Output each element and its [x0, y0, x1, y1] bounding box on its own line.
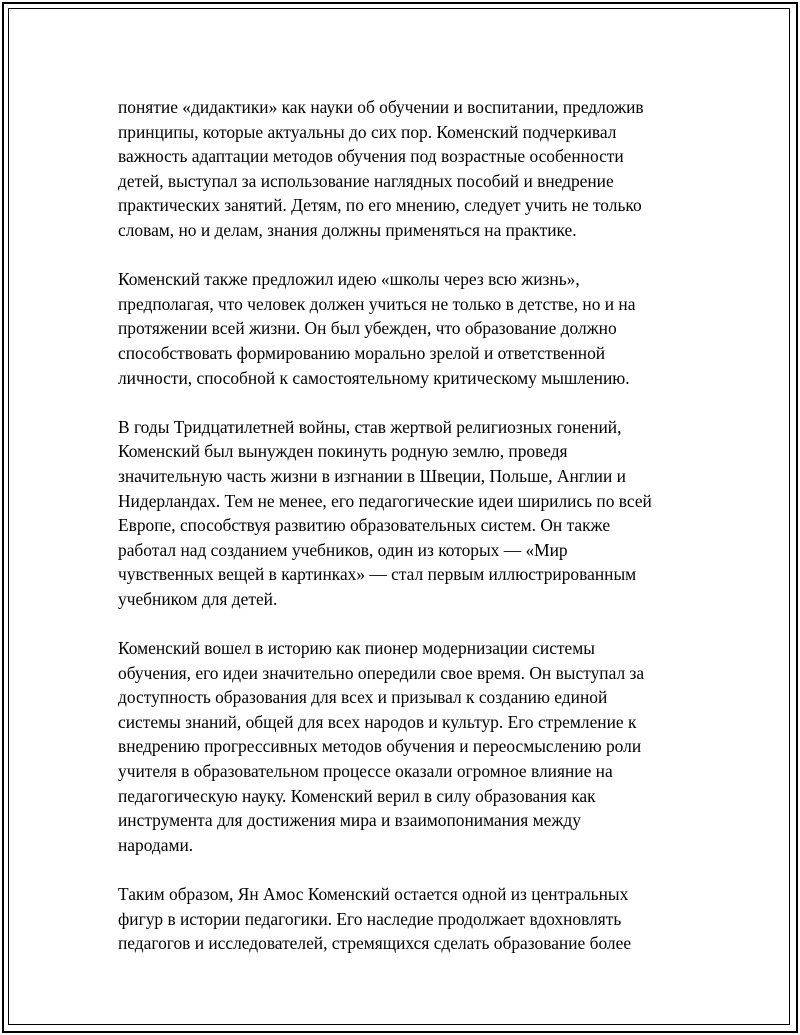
- text-line: работал над созданием учебников, один из которых — «Мир: [118, 539, 568, 560]
- text-line: детей, выступал за использование наглядных пособий и внедрение: [118, 170, 614, 191]
- text-line: Коменский вошел в историю как пионер модернизации системы: [118, 638, 595, 659]
- text-line: педагогическую науку. Коменский верил в силу образования как: [118, 785, 596, 806]
- text-line: В годы Тридцатилетней войны, став жертвой религиозных гонений,: [118, 416, 622, 437]
- paragraph-exile: [118, 415, 688, 612]
- text-line: значительную часть жизни в изгнании в Швеции, Польше, Англии и: [118, 465, 626, 486]
- text-line: фигур в истории педагогики. Его наследие продолжает вдохновлять: [118, 908, 622, 929]
- text-line: Нидерландах. Тем не менее, его педагогические идеи ширились по всей: [118, 490, 652, 511]
- text-line: народами.: [118, 834, 194, 855]
- text-line: чувственных вещей в картинках» — стал первым иллюстрированным: [118, 564, 637, 585]
- text-line: понятие «дидактики» как науки об обучении и воспитании, предложив: [118, 97, 644, 117]
- text-line: словам, но и делам, знания должны применяться на практике.: [118, 219, 577, 240]
- paragraph-didactics: [118, 95, 688, 243]
- text-line: учителя в образовательном процессе оказали огромное влияние на: [118, 761, 613, 782]
- text-line: Европе, способствуя развитию образовательных систем. Он также: [118, 515, 611, 536]
- text-line: Коменский был вынужден покинуть родную землю, проведя: [118, 441, 568, 462]
- text-line: Коменский также предложил идею «школы через всю жизнь»,: [118, 269, 580, 290]
- text-line: личности, способной к самостоятельному критическому мышлению.: [118, 367, 630, 388]
- text-line: протяжении всей жизни. Он был убежден, что образование должно: [118, 318, 617, 339]
- text-line: системы знаний, общей для всех народов и культур. Его стремление к: [118, 711, 637, 732]
- paragraph-modernization: [118, 636, 688, 857]
- text-line: практических занятий. Детям, по его мнению, следует учить не только: [118, 195, 642, 216]
- text-line: педагогов и исследователей, стремящихся сделать образование более: [118, 933, 632, 954]
- text-line: доступность образования для всех и призывал к созданию единой: [118, 687, 608, 708]
- text-line: внедрению прогрессивных методов обучения и переосмыслению роли: [118, 736, 642, 757]
- text-line: принципы, которые актуальны до сих пор. Коменский подчеркивал: [118, 121, 617, 142]
- text-line: предполагая, что человек должен учиться не только в детстве, но и на: [118, 293, 636, 314]
- paragraph-lifelong-school: [118, 267, 688, 390]
- text-line: обучения, его идеи значительно опередили свое время. Он выступал за: [118, 662, 645, 683]
- text-line: важность адаптации методов обучения под возрастные особенности: [118, 146, 624, 167]
- paragraph-conclusion: [118, 882, 688, 956]
- text-line: учебником для детей.: [118, 588, 278, 609]
- text-line: Таким образом, Ян Амос Коменский остается одной из центральных: [118, 884, 629, 904]
- document-body: [118, 95, 688, 980]
- text-line: способствовать формированию морально зрелой и ответственной: [118, 342, 606, 363]
- text-line: инструмента для достижения мира и взаимопонимания между: [118, 810, 581, 831]
